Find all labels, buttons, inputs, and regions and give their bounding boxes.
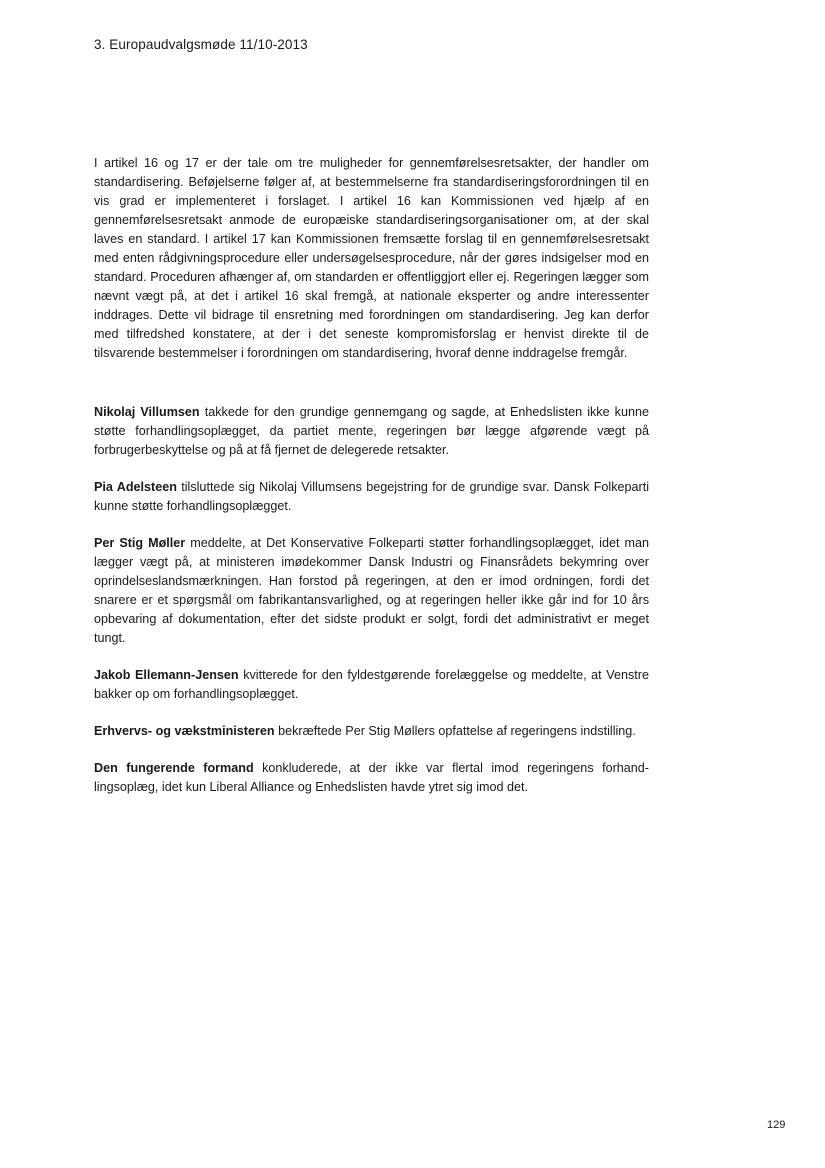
statement-paragraph — [94, 722, 649, 741]
intro-paragraph: I artikel 16 og 17 er der tale om tre muligheder for gennemførelsesretsakter, der handler om standardisering. Beføjelserne følger af, at bestemmelserne fra standardiseringsforordningen til en vis grad er implementeret i forslaget. I artikel 16 kan Kommissionen ved hjælp af en gennemførelsesretsakt anmode de europæiske standardiseringsorganisationer om, at der skal laves en standard. I artikel 17 kan Kommissionen fremsætte forslag til en gennemførelsesretsakt med enten rådgivningsprocedure eller undersøgelsesprocedure, når der gøres indsigelser mod en standard. Proceduren afhænger af, om standarden er offentliggjort eller ej. Regeringen lægger som nævnt vægt på, at det i artikel 16 skal fremgå, at nationale eksperter og andre interessenter inddrages. Dette vil bidrage til ensretning med forordningen om standardisering. Jeg kan derfor med tilfredshed konstatere, at der i det seneste kompromisforslag er henvist direkte til de tilsvarende bestemmelser i forordningen om standardisering, hvoraf denne inddragelse fremgår. — [94, 156, 649, 360]
running-header: 3. Europaudvalgsmøde 11/10-2013 — [94, 37, 308, 52]
speaker-name: Pia Adelsteen — [94, 480, 177, 494]
document-body — [94, 154, 649, 815]
speaker-name: Erhvervs- og vækstministeren — [94, 724, 275, 738]
statement-paragraph — [94, 666, 649, 704]
statement-text: takkede for den grundige gennemgang og sagde, at Enhedslisten ikke kunne støtte forhandlingsoplægget, da partiet mente, regeringen bør lægge afgørende vægt på forbrugerbeskyttelse og på at få fjernet de delegerede retsakter. — [94, 405, 649, 457]
page-number: 129 — [767, 1119, 786, 1131]
statement-paragraph — [94, 759, 649, 797]
speaker-name: Per Stig Møller — [94, 536, 186, 550]
speaker-name: Nikolaj Villumsen — [94, 405, 200, 419]
statement-text: meddelte, at Det Konservative Folkeparti støtter forhandlingsoplægget, idet man lægger vægt på, at ministeren imødekommer Dansk Industri og Finansrådets bekymring over oprindelseslandsmærkningen. Han forstod på regeringen, at den er imod ordningen, fordi det snarere er et spørgsmål om fabrikantansvarlighed, og at regeringen heller ikke går ind for 10 års opbevaring af dokumentation, efter det sidste produkt er solgt, fordi det administrativt er meget tungt. — [94, 536, 649, 645]
statement-text: kvitterede for den fyldestgørende forelæggelse og meddelte, at Venstre bakker op om forhandlingsoplægget. — [94, 668, 649, 701]
statement-paragraph — [94, 478, 649, 516]
statement-paragraph — [94, 403, 649, 460]
statement-text: tilsluttede sig Nikolaj Villumsens begejstring for de grundige svar. Dansk Folkeparti kunne støtte forhandlingsoplægget. — [94, 480, 649, 513]
statement-text: bekræftede Per Stig Møllers opfattelse af regeringens indstilling. — [274, 724, 636, 738]
statement-paragraph — [94, 534, 649, 648]
speaker-name: Den fungerende formand — [94, 761, 254, 775]
speaker-name: Jakob Ellemann-Jensen — [94, 668, 239, 682]
statement-text: konkluderede, at der ikke var flertal imod regeringens forhandlingsoplæg, idet kun Liberal Alliance og Enhedslisten havde ytret sig imod det. — [94, 761, 649, 794]
